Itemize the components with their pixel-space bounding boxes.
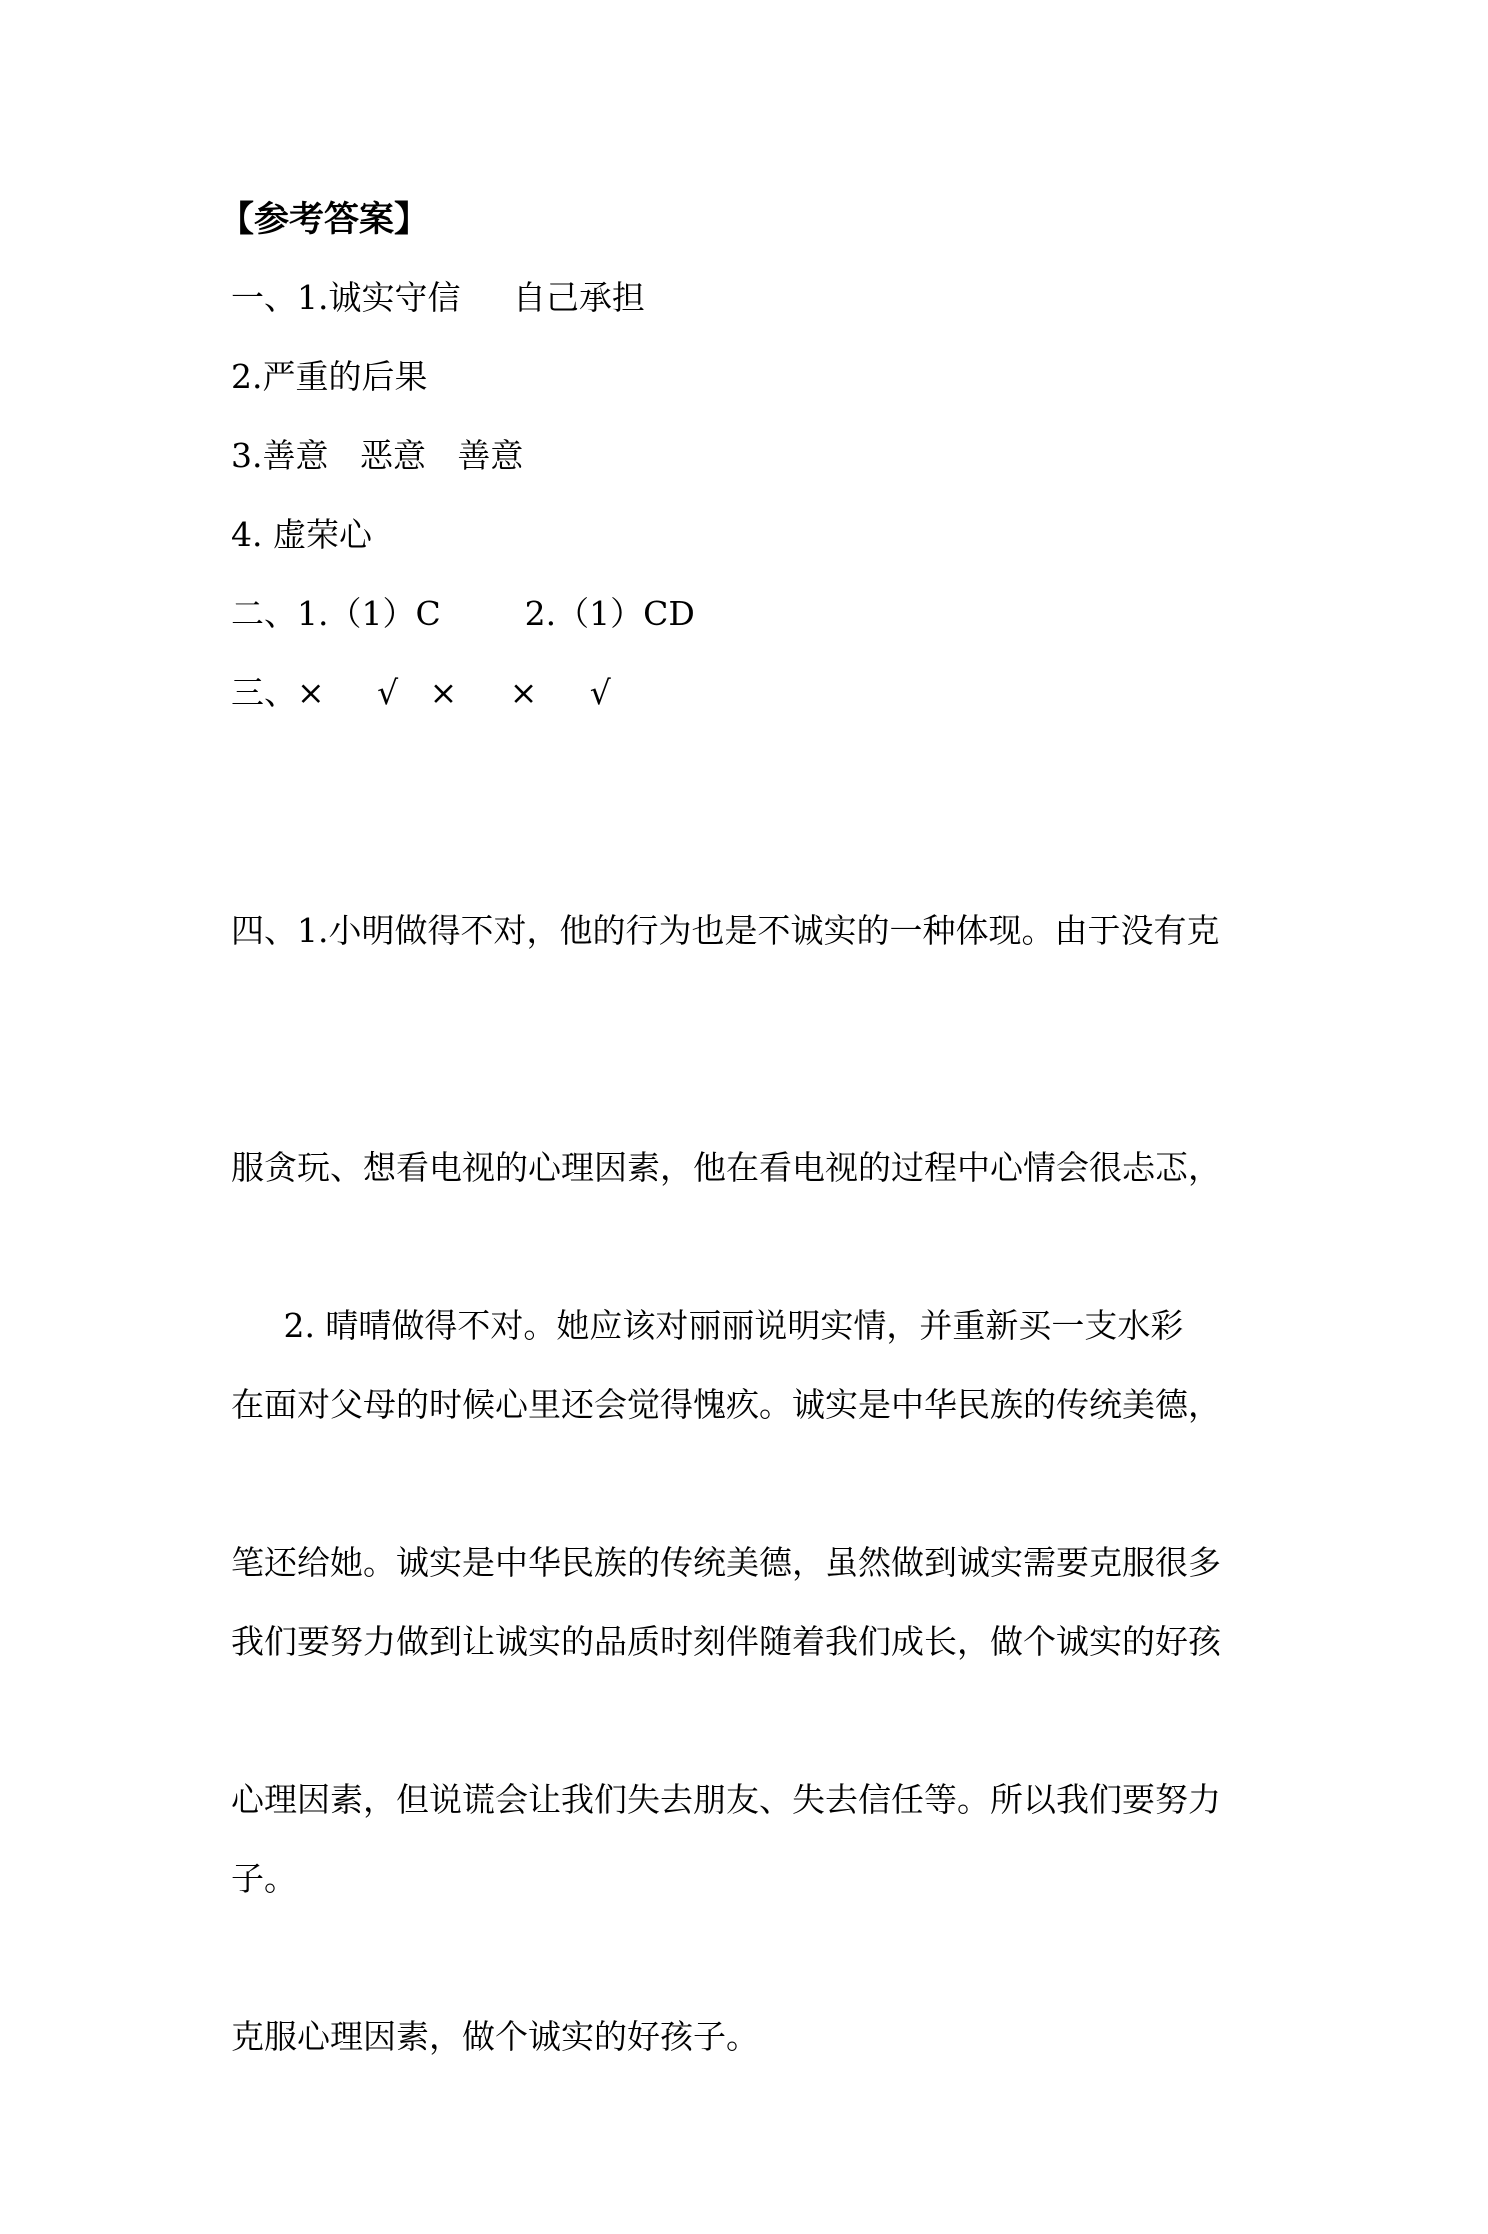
answer-section-3: 三、× √ × × √ [231,673,611,712]
paragraph-line: 四、1.小明做得不对，他的行为也是不诚实的一种体现。由于没有克 [231,911,1220,950]
answer-section-2: 二、1.（1）C 2.（1）CD [231,594,695,633]
answer-section-4-item-2 [231,1128,1271,2234]
paragraph-line: 心理因素，但说谎会让我们失去朋友、失去信任等。所以我们要努力 [231,1780,1221,1819]
answer-section-1-item-3: 3.善意 恶意 善意 [231,436,524,475]
paragraph-line: 2. 晴晴做得不对。她应该对丽丽说明实情，并重新买一支水彩 [231,1306,1184,1345]
paragraph-line: 克服心理因素，做个诚实的好孩子。 [231,2017,759,2056]
answer-heading: 【参考答案】 [219,200,430,240]
answer-section-1-item-1: 一、1.诚实守信 自己承担 [231,278,645,317]
answer-section-1-item-2: 2.严重的后果 [231,357,428,396]
answer-section-1-item-4: 4. 虚荣心 [231,515,372,554]
paragraph-line: 在面对父母的时候心里还会觉得愧疚。诚实是中华民族的传统美德， [231,1385,1221,1424]
paragraph-line: 笔还给她。诚实是中华民族的传统美德，虽然做到诚实需要克服很多 [231,1543,1221,1582]
paragraph-line: 我们要努力做到让诚实的品质时刻伴随着我们成长，做个诚实的好孩 [231,1622,1221,1661]
paragraph-line: 子。 [231,1859,297,1898]
paragraph-line: 服贪玩、想看电视的心理因素，他在看电视的过程中心情会很忐忑， [231,1148,1221,1187]
